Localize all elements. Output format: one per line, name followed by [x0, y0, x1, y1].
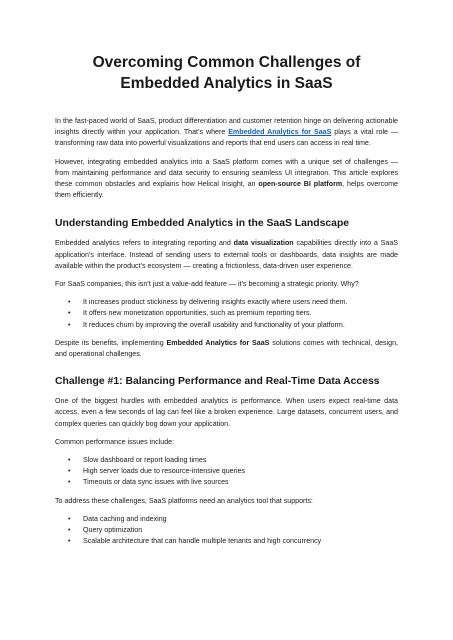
section-heading-challenge-1: Challenge #1: Balancing Performance and Real-Time Data Access	[55, 376, 380, 388]
body-text: Embedded analytics refers to integrating reporting and	[55, 239, 234, 248]
section2-paragraph-3: To address these challenges, SaaS platforms need an analytics tool that supports:	[55, 496, 313, 505]
body-text: solutions comes with technical, design, and operational challenges.	[55, 338, 398, 359]
intro-text: plays a vital role — transforming raw data into powerful visualizations and reports that end users can access in real time.	[55, 128, 398, 148]
list-item: • Data caching and indexing	[83, 514, 398, 525]
list-item: • Query optimization	[83, 525, 398, 536]
bold-phrase: data visualization	[233, 239, 294, 248]
section1-paragraph-3	[55, 338, 398, 360]
bold-phrase: Embedded Analytics for SaaS	[166, 338, 270, 347]
list-item: • Scalable architecture that can handle multiple tenants and high concurrency	[83, 536, 398, 547]
embedded-analytics-link[interactable]: Embedded Analytics for SaaS	[228, 128, 332, 137]
section2-paragraph-2: Common performance issues include:	[55, 437, 175, 446]
body-text: capabilities directly into a SaaS application’s interface. Instead of sending users to external tools or dashboards, data insights are made available within the product’s ecosystem — creating a frictionless, data-driven user experience.	[55, 239, 399, 270]
body-text: Despite its benefits, implementing	[55, 338, 167, 347]
list-item: • Timeouts or data sync issues with live sources	[83, 477, 398, 488]
benefits-list	[55, 297, 398, 331]
performance-issues-list	[55, 455, 398, 489]
intro-text: However, integrating embedded analytics into a SaaS platform comes with a unique set of challenges — from maintaining performance and data security to ensuring seamless UI integration. This article explores these common obstacles and explains how Helical Insight, an	[55, 157, 398, 189]
list-item: • It increases product stickiness by delivering insights exactly where users need them.	[83, 297, 398, 308]
list-item: • It reduces churn by improving the overall usability and functionality of your platform.	[83, 320, 398, 331]
page-title: Overcoming Common Challenges of Embedded Analytics in SaaS	[92, 54, 361, 92]
intro-text: , helps overcome them efficiently.	[55, 180, 398, 200]
intro-paragraph-1	[55, 116, 398, 150]
section2-paragraph-1: One of the biggest hurdles with embedded analytics is performance. When users expect real-time data access, even a few seconds of lag can feel like a broken experience. Large datasets, concurrent users, and complex queries can quickly bog down your application.	[55, 397, 398, 428]
requirements-list	[55, 514, 398, 548]
intro-paragraph-2	[55, 157, 398, 202]
section-heading-understanding: Understanding Embedded Analytics in the SaaS Landscape	[55, 218, 350, 230]
section1-paragraph-2: For SaaS companies, this isn’t just a value-add feature — it’s becoming a strategic priority. Why?	[55, 280, 359, 289]
list-item: • It offers new monetization opportunities, such as premium reporting tiers.	[83, 308, 398, 319]
intro-text: In the fast-paced world of SaaS, product differentiation and customer retention hinge on delivering actionable insights directly within your application. That’s where	[55, 117, 398, 137]
list-item: • High server loads due to resource-intensive queries	[83, 466, 398, 477]
list-item: • Slow dashboard or report loading times	[83, 455, 398, 466]
section1-paragraph-1	[55, 238, 398, 272]
bold-phrase: open-source BI platform	[258, 180, 343, 189]
